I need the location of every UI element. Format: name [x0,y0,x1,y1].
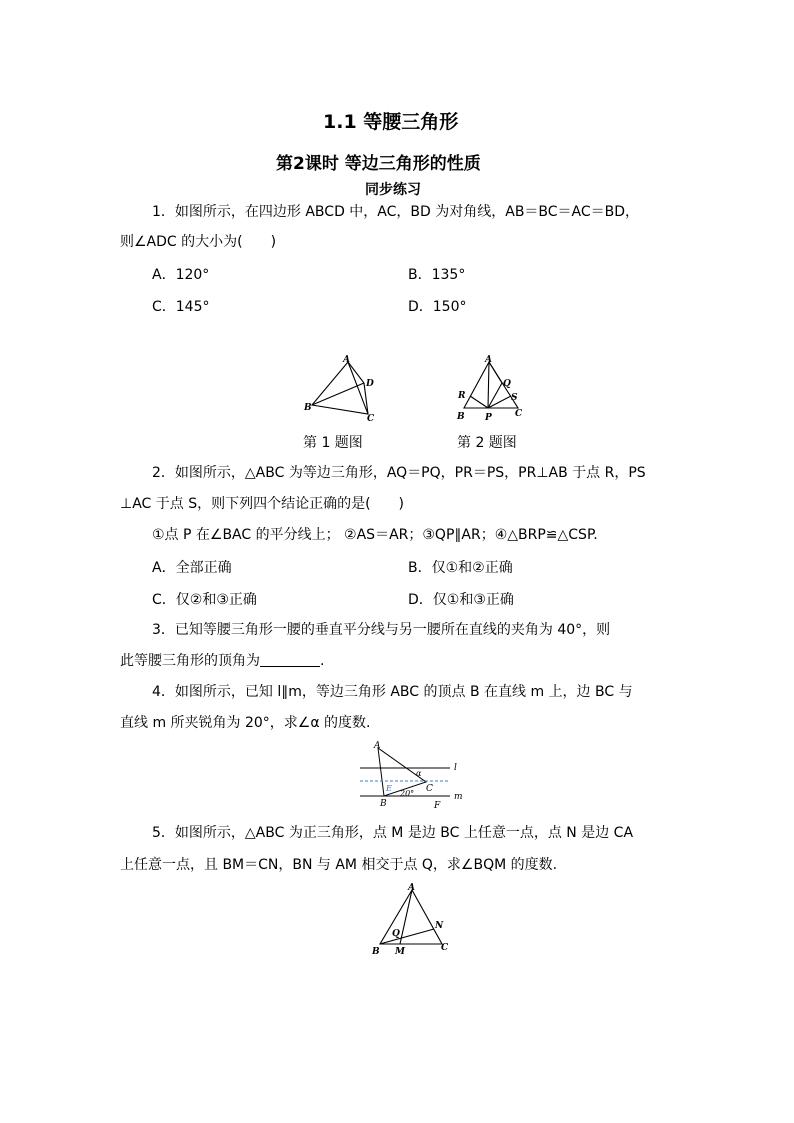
fig5-label-n: N [435,921,444,931]
q2-line3: ①点 P 在∠BAC 的平分线上； ②AS＝AR；③QP∥AR；④△BRP≌△CSP. [152,527,598,543]
q1-line1: 1．如图所示，在四边形 ABCD 中，AC，BD 为对角线，AB＝BC＝AC＝BD， [152,204,640,220]
q1-option-a: A．120° [152,267,210,283]
figure-2-caption: 第 2 题图 [457,435,517,451]
fig2-label-s: S [511,393,518,403]
q1-line2: 则∠ADC 的大小为( ) [120,234,277,250]
fig2-label-q: Q [503,379,511,389]
figure-5 [368,880,458,960]
figure-4 [354,738,474,810]
q4-line1: 4．如图所示，已知 l∥m，等边三角形 ABC 的顶点 B 在直线 m 上，边 BC 与 [152,684,633,700]
fig4-label-l: l [454,763,457,773]
q1-option-c: C．145° [152,299,210,315]
q1-option-d: D．150° [408,299,467,315]
fig1-label-c: C [367,414,375,424]
fig5-label-a: A [408,883,415,893]
fig4-label-b: B [380,799,387,809]
fig2-label-p: P [485,413,492,423]
q3-line1: 3．已知等腰三角形一腰的垂直平分线与另一腰所在直线的夹角为 40°，则 [152,622,611,638]
q3-line2-end: . [320,653,325,669]
fig2-label-r: R [458,391,466,401]
fig5-label-c: C [441,943,449,953]
q2-option-a: A．全部正确 [152,560,232,576]
section-heading: 同步练习 [365,182,421,198]
q4-line2: 直线 m 所夹锐角为 20°，求∠α 的度数. [120,715,371,731]
fig1-label-a: A [343,355,350,365]
fig4-label-m: m [454,792,463,802]
lesson-subtitle: 第2课时 等边三角形的性质 [276,154,481,174]
page-title: 1.1 等腰三角形 [323,111,459,133]
fig4-label-alpha: α [416,769,422,778]
q5-line2: 上任意一点，且 BM＝CN，BN 与 AM 相交于点 Q，求∠BQM 的度数. [120,857,558,873]
fig4-label-angle: 20° [400,789,415,798]
fig4-label-c: C [426,784,433,794]
q5-line1: 5．如图所示，△ABC 为正三角形，点 M 是边 BC 上任意一点，点 N 是边 CA [152,825,634,841]
q3-answer-blank[interactable] [260,652,320,667]
figure-1 [300,350,390,425]
fig1-label-d: D [366,379,374,389]
q2-option-d: D．仅①和③正确 [408,592,514,608]
fig5-label-b: B [372,947,380,957]
fig5-label-m: M [395,947,405,957]
q2-line1: 2．如图所示，△ABC 为等边三角形，AQ＝PQ，PR＝PS，PR⊥AB 于点 R，PS [152,465,646,481]
q1-option-b: B．135° [408,267,466,283]
q3-line2 [120,651,324,671]
q2-line2: ⊥AC 于点 S，则下列四个结论正确的是( ) [120,496,405,512]
q2-option-b: B．仅①和②正确 [408,560,513,576]
fig2-label-b: B [457,412,465,422]
figure-2 [452,350,532,425]
fig2-label-c: C [515,409,523,419]
q2-option-c: C．仅②和③正确 [152,592,257,608]
fig2-label-a: A [485,355,492,365]
fig4-label-e: E [386,784,392,793]
fig4-label-f: F [434,801,441,810]
fig1-label-b: B [304,403,312,413]
fig4-label-a: A [374,741,381,751]
fig5-label-q: Q [392,929,400,939]
q3-line2-text: 此等腰三角形的顶角为 [120,653,260,669]
figure-1-caption: 第 1 题图 [303,435,363,451]
